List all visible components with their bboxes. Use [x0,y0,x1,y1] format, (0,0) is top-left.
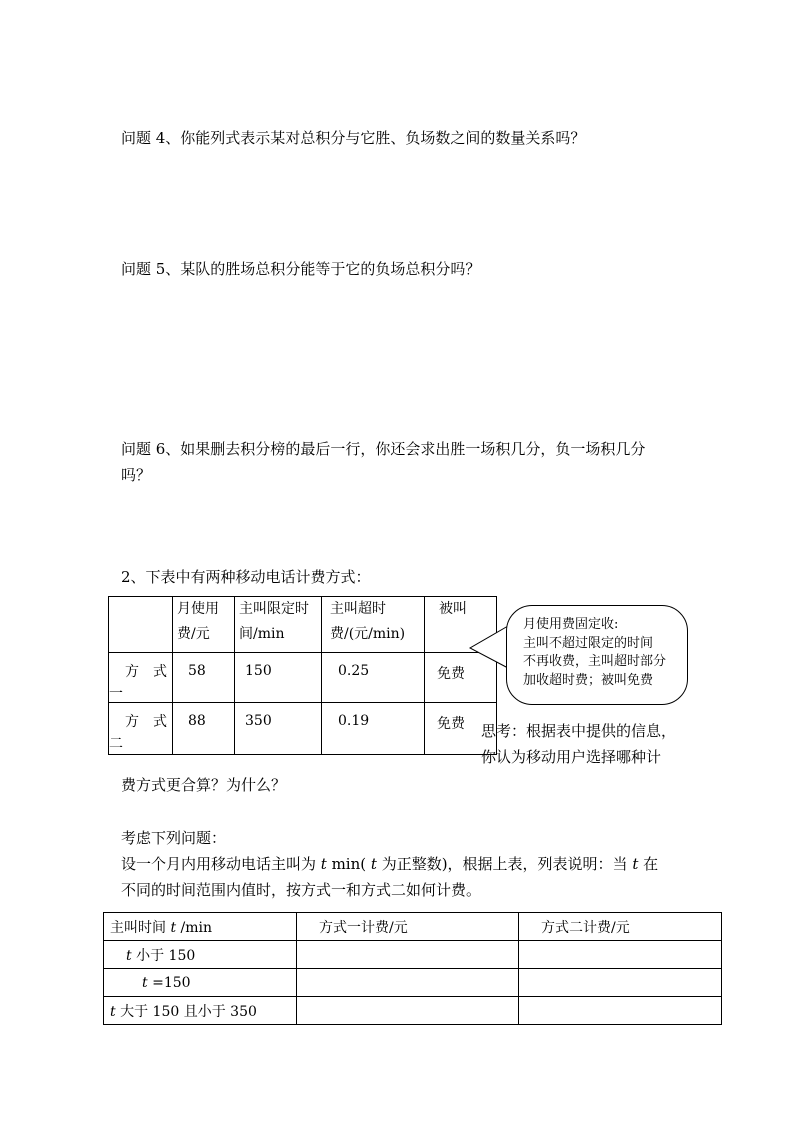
line1-part-c: 为正整数)，根据上表，列表说明：当 [376,855,633,873]
row-label-plan-2 [109,703,173,755]
cell-called: 免费 [425,703,497,755]
cell-overtime: 0.19 [322,703,425,755]
line1-part-b: min( [326,855,371,873]
table-row [104,941,722,969]
header-monthly-fee-text: 月使用费/元 [177,601,219,642]
row-label-top: 方 式 [125,714,167,730]
table-row [109,653,497,703]
range-text: 小于 150 [131,947,196,964]
question-6-line-2: 吗？ [121,466,152,484]
range-text: 大于 150 且小于 350 [115,1003,257,1020]
question-6-line-1: 问题 6、如果删去积分榜的最后一行，你还会求出胜一场积几分，负一场积几分 [121,440,646,458]
cell-overtime: 0.25 [322,653,425,703]
table-header-row [109,597,497,653]
row-label-plan-1 [109,653,173,703]
billing-comparison-table [103,912,722,1025]
row-range-1 [104,941,297,969]
header-time-limit-text: 主叫限定时间/min [239,601,309,642]
header-call-time-b: /min [176,919,213,936]
cell-plan-2-cost[interactable] [519,997,722,1025]
header-called: 被叫 [425,597,497,653]
callout-bubble [506,605,688,705]
row-label-bottom: 一 [109,686,123,702]
header-monthly-fee [173,597,235,653]
row-range-3 [104,997,297,1025]
cell-plan-1-cost[interactable] [297,969,519,997]
variable-t: t [170,919,177,936]
table-row [104,969,722,997]
table-row [104,997,722,1025]
callout-line-3: 不再收费，主叫超时部分 [523,654,667,669]
variable-t: t [110,1003,116,1020]
question-5: 问题 5、某队的胜场总积分能等于它的负场总积分吗？ [121,260,481,278]
line1-part-a: 设一个月内用移动电话主叫为 [121,855,321,873]
variable-t: t [320,855,327,873]
callout-line-1: 月使用费固定收: [523,617,619,632]
table-header-row [104,913,722,941]
variable-t: t [632,855,639,873]
row-label-bottom: 二 [109,736,123,752]
think-line-1: 思考：根据表中提供的信息， [481,722,677,740]
cell-limit: 350 [235,703,322,755]
section-3-line-1 [121,853,658,874]
cell-plan-2-cost[interactable] [519,969,722,997]
cell-limit: 150 [235,653,322,703]
question-4: 问题 4、你能列式表示某对总积分与它胜、负场数之间的数量关系吗？ [121,129,586,147]
line1-part-d: 在 [638,855,659,873]
cell-called: 免费 [425,653,497,703]
header-overtime-fee-text: 主叫超时费/(元/min) [330,601,406,642]
phone-plan-table [108,596,497,755]
header-call-time [104,913,297,941]
callout-line-4: 加收超时费；被叫免费 [523,672,654,688]
cell-plan-2-cost[interactable] [519,941,722,969]
header-plan-1-cost: 方式一计费/元 [297,913,519,941]
range-text: =150 [147,974,191,991]
header-plan-2-cost: 方式二计费/元 [519,913,722,941]
think-line-2: 你认为移动用户选择哪种计 [481,748,662,766]
header-call-time-a: 主叫时间 [110,919,171,936]
section-3-line-2: 不同的时间范围内值时，按方式一和方式二如何计费。 [121,881,482,899]
cell-fee: 88 [173,703,235,755]
row-range-2 [104,969,297,997]
cell-plan-1-cost[interactable] [297,941,519,969]
variable-t: t [370,855,377,873]
section-3-heading: 考虑下列问题： [121,829,227,847]
variable-t: t [126,947,132,964]
table-row [109,703,497,755]
header-overtime-fee [322,597,425,653]
table-header-empty [109,597,173,653]
header-time-limit [235,597,322,653]
section-2-intro: 2、下表中有两种移动电话计费方式： [121,568,371,586]
callout-line-2: 主叫不超过限定的时间 [523,635,654,651]
think-line-3: 费方式更合算？为什么？ [121,776,287,794]
variable-t: t [142,974,148,991]
cell-fee: 58 [173,653,235,703]
cell-plan-1-cost[interactable] [297,997,519,1025]
row-label-top: 方 式 [125,664,167,680]
